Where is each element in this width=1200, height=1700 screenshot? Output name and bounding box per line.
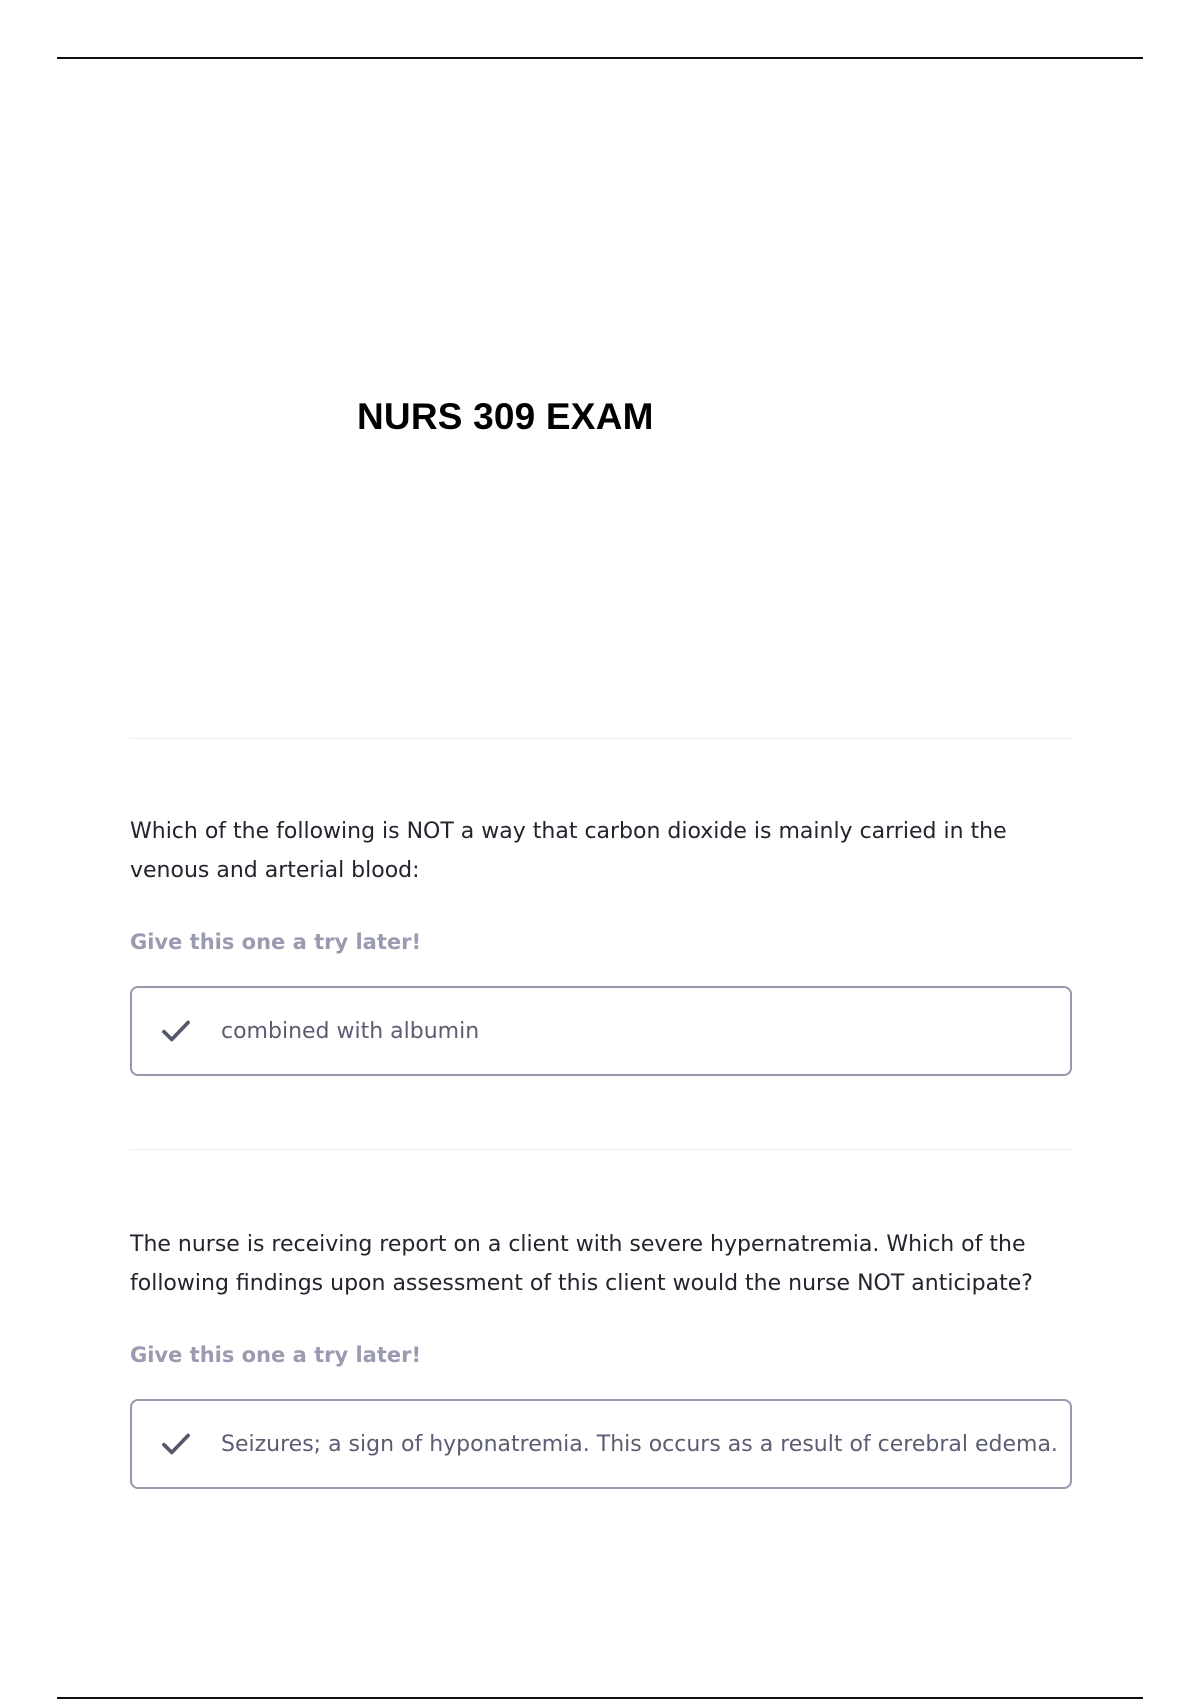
question-1-answer: combined with albumin	[221, 1018, 480, 1044]
document-title: NURS 309 EXAM	[357, 396, 654, 437]
section-divider	[130, 1149, 1072, 1150]
checkmark-icon	[159, 1014, 193, 1048]
question-1-hint: Give this one a try later!	[130, 930, 422, 954]
question-1-text: Which of the following is NOT a way that carbon dioxide is mainly carried in the venous and arterial blood:	[130, 819, 1007, 883]
checkmark-icon	[159, 1427, 193, 1461]
page-top-rule	[57, 57, 1143, 59]
question-2-text: The nurse is receiving report on a client with severe hypernatremia. Which of the following findings upon assessment of this client would the nurse NOT anticipate?	[130, 1232, 1033, 1296]
question-2-hint: Give this one a try later!	[130, 1343, 422, 1367]
question-1-answer-card	[130, 986, 1072, 1076]
question-2-answer: Seizures; a sign of hyponatremia. This occurs as a result of cerebral edema.	[221, 1431, 1058, 1457]
section-divider	[130, 738, 1072, 739]
page-bottom-rule	[57, 1697, 1143, 1699]
question-2-answer-card	[130, 1399, 1072, 1489]
